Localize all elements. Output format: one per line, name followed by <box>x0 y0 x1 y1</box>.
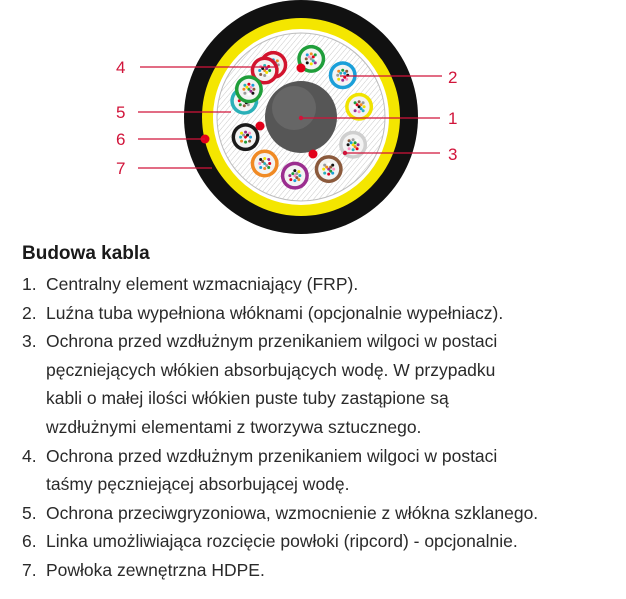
optical-fibre <box>315 57 318 60</box>
optical-fibre <box>295 172 298 175</box>
optical-fibre <box>322 168 325 171</box>
optical-fibre <box>352 148 355 151</box>
optical-fibre <box>268 162 271 165</box>
optical-fibre <box>258 162 261 165</box>
optical-fibre <box>249 86 252 89</box>
optical-fibre <box>308 55 311 58</box>
optical-fibre <box>337 78 340 81</box>
optical-fibre <box>327 173 330 176</box>
optical-fibre <box>242 134 245 137</box>
callout-dot-1 <box>299 116 303 120</box>
callout-label-3: 3 <box>448 145 458 164</box>
optical-fibre <box>310 52 313 55</box>
optical-fibre <box>336 74 339 77</box>
legend-list <box>22 270 622 585</box>
optical-fibre <box>288 174 291 177</box>
callout-label-6: 6 <box>116 130 126 149</box>
optical-fibre <box>305 57 308 60</box>
optical-fibre <box>249 90 252 93</box>
list-item <box>22 299 622 328</box>
item-text: Powłoka zewnętrzna HDPE. <box>46 559 265 580</box>
optical-fibre <box>298 174 301 177</box>
swelling-element-dot <box>309 150 318 159</box>
optical-fibre <box>245 86 248 89</box>
optical-fibre <box>350 141 353 144</box>
optical-fibre <box>357 143 360 146</box>
optical-fibre <box>358 110 361 113</box>
optical-fibre <box>263 74 266 77</box>
optical-fibre <box>265 164 268 167</box>
item-text: Ochrona przed wzdłużnym przenikaniem wilgoci w postaci pęczniejących włókien absorbujących wodę. W przypadku kabli o małej ilości włókien puste tuby zastąpione są wzdłużnymi elementami z tworzywa sztucznego. <box>46 331 498 437</box>
item-number: 1. <box>22 274 37 294</box>
optical-fibre <box>354 141 357 144</box>
optical-fibre <box>240 140 243 143</box>
item-number: 7. <box>22 559 37 580</box>
optical-fibre <box>341 79 344 82</box>
optical-fibre <box>249 136 252 139</box>
optical-fibre <box>247 83 250 86</box>
optical-fibre <box>327 163 330 166</box>
optical-fibre <box>243 104 246 107</box>
optical-fibre <box>291 172 294 175</box>
swelling-element-dot <box>297 64 306 73</box>
optical-fibre <box>354 145 357 148</box>
optical-fibre <box>358 100 361 103</box>
optical-fibre <box>239 136 242 139</box>
optical-fibre <box>265 160 268 163</box>
item-text: Ochrona przed wzdłużnym przenikaniem wilgoci w postaci taśmy pęczniejącej absorbującej wodę. <box>46 445 498 495</box>
optical-fibre <box>325 166 328 169</box>
optical-fibre <box>306 61 309 64</box>
callout-label-4: 4 <box>116 58 126 77</box>
callout-label-2: 2 <box>448 68 458 87</box>
optical-fibre <box>348 147 351 150</box>
optical-fibre <box>258 69 261 72</box>
item-number: 5. <box>22 502 37 523</box>
optical-fibre <box>252 88 255 91</box>
optical-fibre <box>265 71 268 74</box>
list-item <box>22 556 622 585</box>
optical-fibre <box>360 103 363 106</box>
optical-fibre <box>246 138 249 141</box>
optical-fibre <box>356 103 359 106</box>
optical-fibre <box>312 55 315 58</box>
optical-fibre <box>363 105 366 108</box>
optical-fibre <box>354 109 357 112</box>
item-text: Ochrona przeciwgryzoniowa, wzmocnienie z włókna szklanego. <box>46 502 539 523</box>
optical-fibre <box>268 69 271 72</box>
item-number: 2. <box>22 302 37 323</box>
optical-fibre <box>360 107 363 110</box>
optical-fibre <box>323 172 326 175</box>
optical-fibre <box>329 170 332 173</box>
item-text: Centralny element wzmacniający (FRP). <box>46 274 359 294</box>
optical-fibre <box>352 138 355 141</box>
optical-fibre <box>347 143 350 146</box>
cable-cross-section-diagram <box>0 0 626 240</box>
optical-fibre <box>239 103 242 106</box>
optical-fibre <box>244 141 247 144</box>
optical-fibre <box>242 88 245 91</box>
legend-title: Budowa kabla <box>22 243 150 264</box>
optical-fibre <box>244 131 247 134</box>
optical-fibre <box>339 72 342 75</box>
list-item <box>22 327 622 441</box>
optical-fibre <box>263 157 266 160</box>
list-item <box>22 270 622 299</box>
callout-label-1: 1 <box>448 109 458 128</box>
optical-fibre <box>332 168 335 171</box>
optical-fibre <box>261 160 264 163</box>
item-text: Luźna tuba wypełniona włóknami (opcjonalnie wypełniacz). <box>46 302 504 323</box>
optical-fibre <box>329 166 332 169</box>
optical-fibre <box>247 93 250 96</box>
optical-fibre <box>289 178 292 181</box>
optical-fibre <box>353 105 356 108</box>
optical-fibre <box>259 73 262 76</box>
optical-fibre <box>312 59 315 62</box>
list-item <box>22 527 622 556</box>
optical-fibre <box>246 134 249 137</box>
optical-fibre <box>343 72 346 75</box>
optical-fibre <box>310 62 313 65</box>
cable-structure-legend <box>22 243 622 585</box>
optical-fibre <box>259 166 262 169</box>
item-number: 4. <box>22 445 37 466</box>
optical-fibre <box>341 69 344 72</box>
central-member-highlight <box>272 86 316 130</box>
item-number: 3. <box>22 331 37 352</box>
list-item <box>22 442 622 499</box>
item-text: Linka umożliwiająca rozcięcie powłoki (ripcord) - opcjonalnie. <box>46 531 518 552</box>
list-item <box>22 499 622 528</box>
item-number: 6. <box>22 531 37 552</box>
callout-label-7: 7 <box>116 159 126 178</box>
optical-fibre <box>295 176 298 179</box>
swelling-element-dot <box>256 122 265 131</box>
optical-fibre <box>263 167 266 170</box>
optical-fibre <box>243 92 246 95</box>
callout-dot-3 <box>343 151 347 155</box>
optical-fibre <box>293 179 296 182</box>
callout-label-5: 5 <box>116 103 126 122</box>
optical-fibre <box>293 169 296 172</box>
